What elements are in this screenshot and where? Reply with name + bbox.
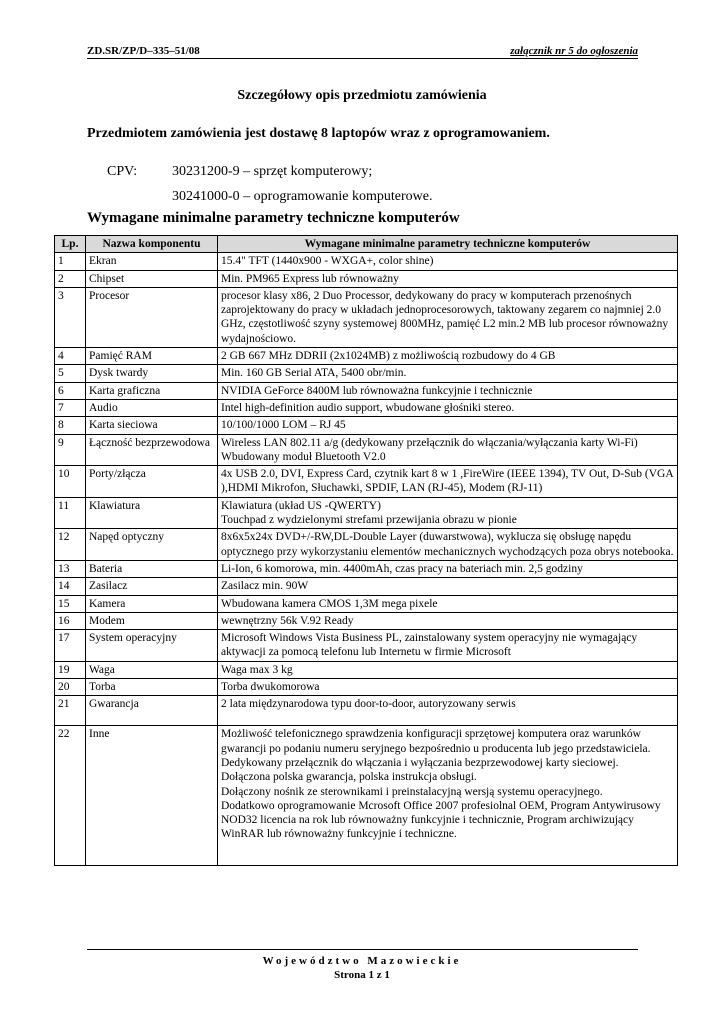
cell-lp: 22 xyxy=(55,726,86,866)
cell-params: Min. 160 GB Serial ATA, 5400 obr/min. xyxy=(218,365,678,382)
cell-params: Min. PM965 Express lub równoważny xyxy=(218,270,678,287)
table-row xyxy=(55,434,678,466)
table-row xyxy=(55,696,678,726)
intro-statement: Przedmiotem zamówienia jest dostawę 8 laptopów wraz z oprogramowaniem. xyxy=(87,126,550,141)
cell-lp: 21 xyxy=(55,696,86,726)
cell-params: 8x6x5x24x DVD+/-RW,DL-Double Layer (duwarstwowa), wyklucza się obsługę napędu optycznego przy wykorzystaniu elementów mechanicznych wychodzących poza obrys notebooka. xyxy=(218,529,678,561)
cell-params: NVIDIA GeForce 8400M lub równoważna funkcyjnie i technicznie xyxy=(218,382,678,399)
cell-component: Audio xyxy=(86,399,218,416)
table-row xyxy=(55,661,678,678)
table-header-row xyxy=(55,236,678,253)
cell-params: 10/100/1000 LOM – RJ 45 xyxy=(218,417,678,434)
cell-lp: 10 xyxy=(55,466,86,498)
cell-component: Modem xyxy=(86,612,218,629)
header-component: Nazwa komponentu xyxy=(86,236,218,253)
cell-component: Kamera xyxy=(86,595,218,612)
cell-lp: 17 xyxy=(55,630,86,662)
table-row xyxy=(55,560,678,577)
cell-lp: 8 xyxy=(55,417,86,434)
cell-component: Klawiatura xyxy=(86,497,218,529)
cell-component: Waga xyxy=(86,661,218,678)
cell-params: Waga max 3 kg xyxy=(218,661,678,678)
cell-component: Porty/złącza xyxy=(86,466,218,498)
cell-component: Pamięć RAM xyxy=(86,348,218,365)
cell-params: Torba dwukomorowa xyxy=(218,679,678,696)
cell-params: wewnętrzny 56k V.92 Ready xyxy=(218,612,678,629)
cell-params: Intel high-definition audio support, wbudowane głośniki stereo. xyxy=(218,399,678,416)
header-divider xyxy=(87,58,638,59)
cell-component: Gwarancja xyxy=(86,696,218,726)
cell-lp: 3 xyxy=(55,287,86,347)
document-reference: ZD.SR/ZP/D–335–51/08 xyxy=(87,45,200,57)
table-row xyxy=(55,253,678,270)
table-row xyxy=(55,578,678,595)
section-heading: Wymagane minimalne parametry techniczne komputerów xyxy=(87,210,460,226)
cell-component: Karta sieciowa xyxy=(86,417,218,434)
cell-params: Li-Ion, 6 komorowa, min. 4400mAh, czas pracy na bateriach min. 2,5 godziny xyxy=(218,560,678,577)
cell-component: Procesor xyxy=(86,287,218,347)
attachment-note: załącznik nr 5 do ogłoszenia xyxy=(510,45,638,57)
cell-lp: 12 xyxy=(55,529,86,561)
cell-lp: 5 xyxy=(55,365,86,382)
table-row xyxy=(55,630,678,662)
cell-lp: 7 xyxy=(55,399,86,416)
cell-lp: 16 xyxy=(55,612,86,629)
cell-lp: 4 xyxy=(55,348,86,365)
cell-params: Wbudowana kamera CMOS 1,3M mega pixele xyxy=(218,595,678,612)
table-row xyxy=(55,270,678,287)
table-row xyxy=(55,726,678,866)
table-row xyxy=(55,399,678,416)
cell-component: Karta graficzna xyxy=(86,382,218,399)
table-row xyxy=(55,365,678,382)
cell-component: Napęd optyczny xyxy=(86,529,218,561)
cell-lp: 2 xyxy=(55,270,86,287)
table-row xyxy=(55,382,678,399)
cell-params: 4x USB 2.0, DVI, Express Card, czytnik kart 8 w 1 ,FireWire (IEEE 1394), TV Out, D-Sub (VGA ),HDMI Mikrofon, Słuchawki, SPDIF, LAN (RJ-45), Modem (RJ-11) xyxy=(218,466,678,498)
cell-lp: 11 xyxy=(55,497,86,529)
cell-lp: 13 xyxy=(55,560,86,577)
cell-component: Dysk twardy xyxy=(86,365,218,382)
cell-params: Zasilacz min. 90W xyxy=(218,578,678,595)
table-row xyxy=(55,497,678,529)
cell-lp: 20 xyxy=(55,679,86,696)
table-row xyxy=(55,417,678,434)
cell-component: Torba xyxy=(86,679,218,696)
cell-params: 2 lata międzynarodowa typu door-to-door, autoryzowany serwis xyxy=(218,696,678,726)
cell-component: Ekran xyxy=(86,253,218,270)
cell-lp: 19 xyxy=(55,661,86,678)
spec-table xyxy=(54,235,678,866)
cell-component: Inne xyxy=(86,726,218,866)
cpv-code-hardware: 30231200-9 – sprzęt komputerowy; xyxy=(172,164,373,179)
header-lp: Lp. xyxy=(55,236,86,253)
cell-params: Klawiatura (układ US -QWERTY) Touchpad z wydzielonymi strefami przewijania obrazu w pionie xyxy=(218,497,678,529)
cell-params: procesor klasy x86, 2 Duo Processor, dedykowany do pracy w komputerach przenośnych zaprojektowany do pracy w układach jednoprocesorowych, taktowany zegarem co najmniej 2.0 GHz, częstotliwość szyny systemowej 800MHz, pamięć L2 min.2 MB lub procesor równoważny wydajnościowo. xyxy=(218,287,678,347)
table-row xyxy=(55,612,678,629)
table-body xyxy=(55,253,678,866)
cell-params: Microsoft Windows Vista Business PL, zainstalowany system operacyjny nie wymagający aktywacji za pomocą telefonu lub Internetu w firmie Microsoft xyxy=(218,630,678,662)
cpv-label: CPV: xyxy=(107,164,138,179)
table-row xyxy=(55,595,678,612)
cell-component: Bateria xyxy=(86,560,218,577)
cell-component: Zasilacz xyxy=(86,578,218,595)
cell-lp: 9 xyxy=(55,434,86,466)
page-number: Strona 1 z 1 xyxy=(334,969,390,981)
footer-organization: Województwo Mazowieckie xyxy=(262,955,462,967)
cell-params: Wireless LAN 802.11 a/g (dedykowany przełącznik do włączania/wyłączania karty Wi-Fi) Wbudowany moduł Bluetooth V2.0 xyxy=(218,434,678,466)
table-row xyxy=(55,466,678,498)
cell-params: 15.4" TFT (1440x900 - WXGA+, color shine) xyxy=(218,253,678,270)
cell-params: Możliwość telefonicznego sprawdzenia konfiguracji sprzętowej komputera oraz warunków gwarancji po podaniu numeru seryjnego bezpośrednio u producenta lub jego przedstawiciela. Dedykowany przełącznik do włączania i wyłączania bezprzewodowej karty sieciowej. Dołączona polska gwarancja, polska instrukcja obsługi. Dołączony nośnik ze sterownikami i preinstalacyjną wersją systemu operacyjnego. Dodatkowo oprogramowanie Mcrosoft Office 2007 profesiolnal OEM, Program Antywirusowy NOD32 licencia na rok lub równoważny funkcyjnie i technicznie, Program archiwizujący WinRAR lub równoważny funkcyjnie i techniczne. xyxy=(218,726,678,866)
cell-lp: 14 xyxy=(55,578,86,595)
cpv-code-software: 30241000-0 – oprogramowanie komputerowe. xyxy=(172,189,433,204)
table-row xyxy=(55,679,678,696)
header-params: Wymagane minimalne parametry techniczne komputerów xyxy=(218,236,678,253)
cell-component: Chipset xyxy=(86,270,218,287)
footer-divider xyxy=(87,949,638,950)
table-row xyxy=(55,529,678,561)
cell-component: System operacyjny xyxy=(86,630,218,662)
cell-lp: 15 xyxy=(55,595,86,612)
table-row xyxy=(55,348,678,365)
cell-lp: 6 xyxy=(55,382,86,399)
cell-params: 2 GB 667 MHz DDRII (2x1024MB) z możliwością rozbudowy do 4 GB xyxy=(218,348,678,365)
cell-lp: 1 xyxy=(55,253,86,270)
table-row xyxy=(55,287,678,347)
page-title: Szczegółowy opis przedmiotu zamówienia xyxy=(237,88,487,103)
cell-component: Łączność bezprzewodowa xyxy=(86,434,218,466)
